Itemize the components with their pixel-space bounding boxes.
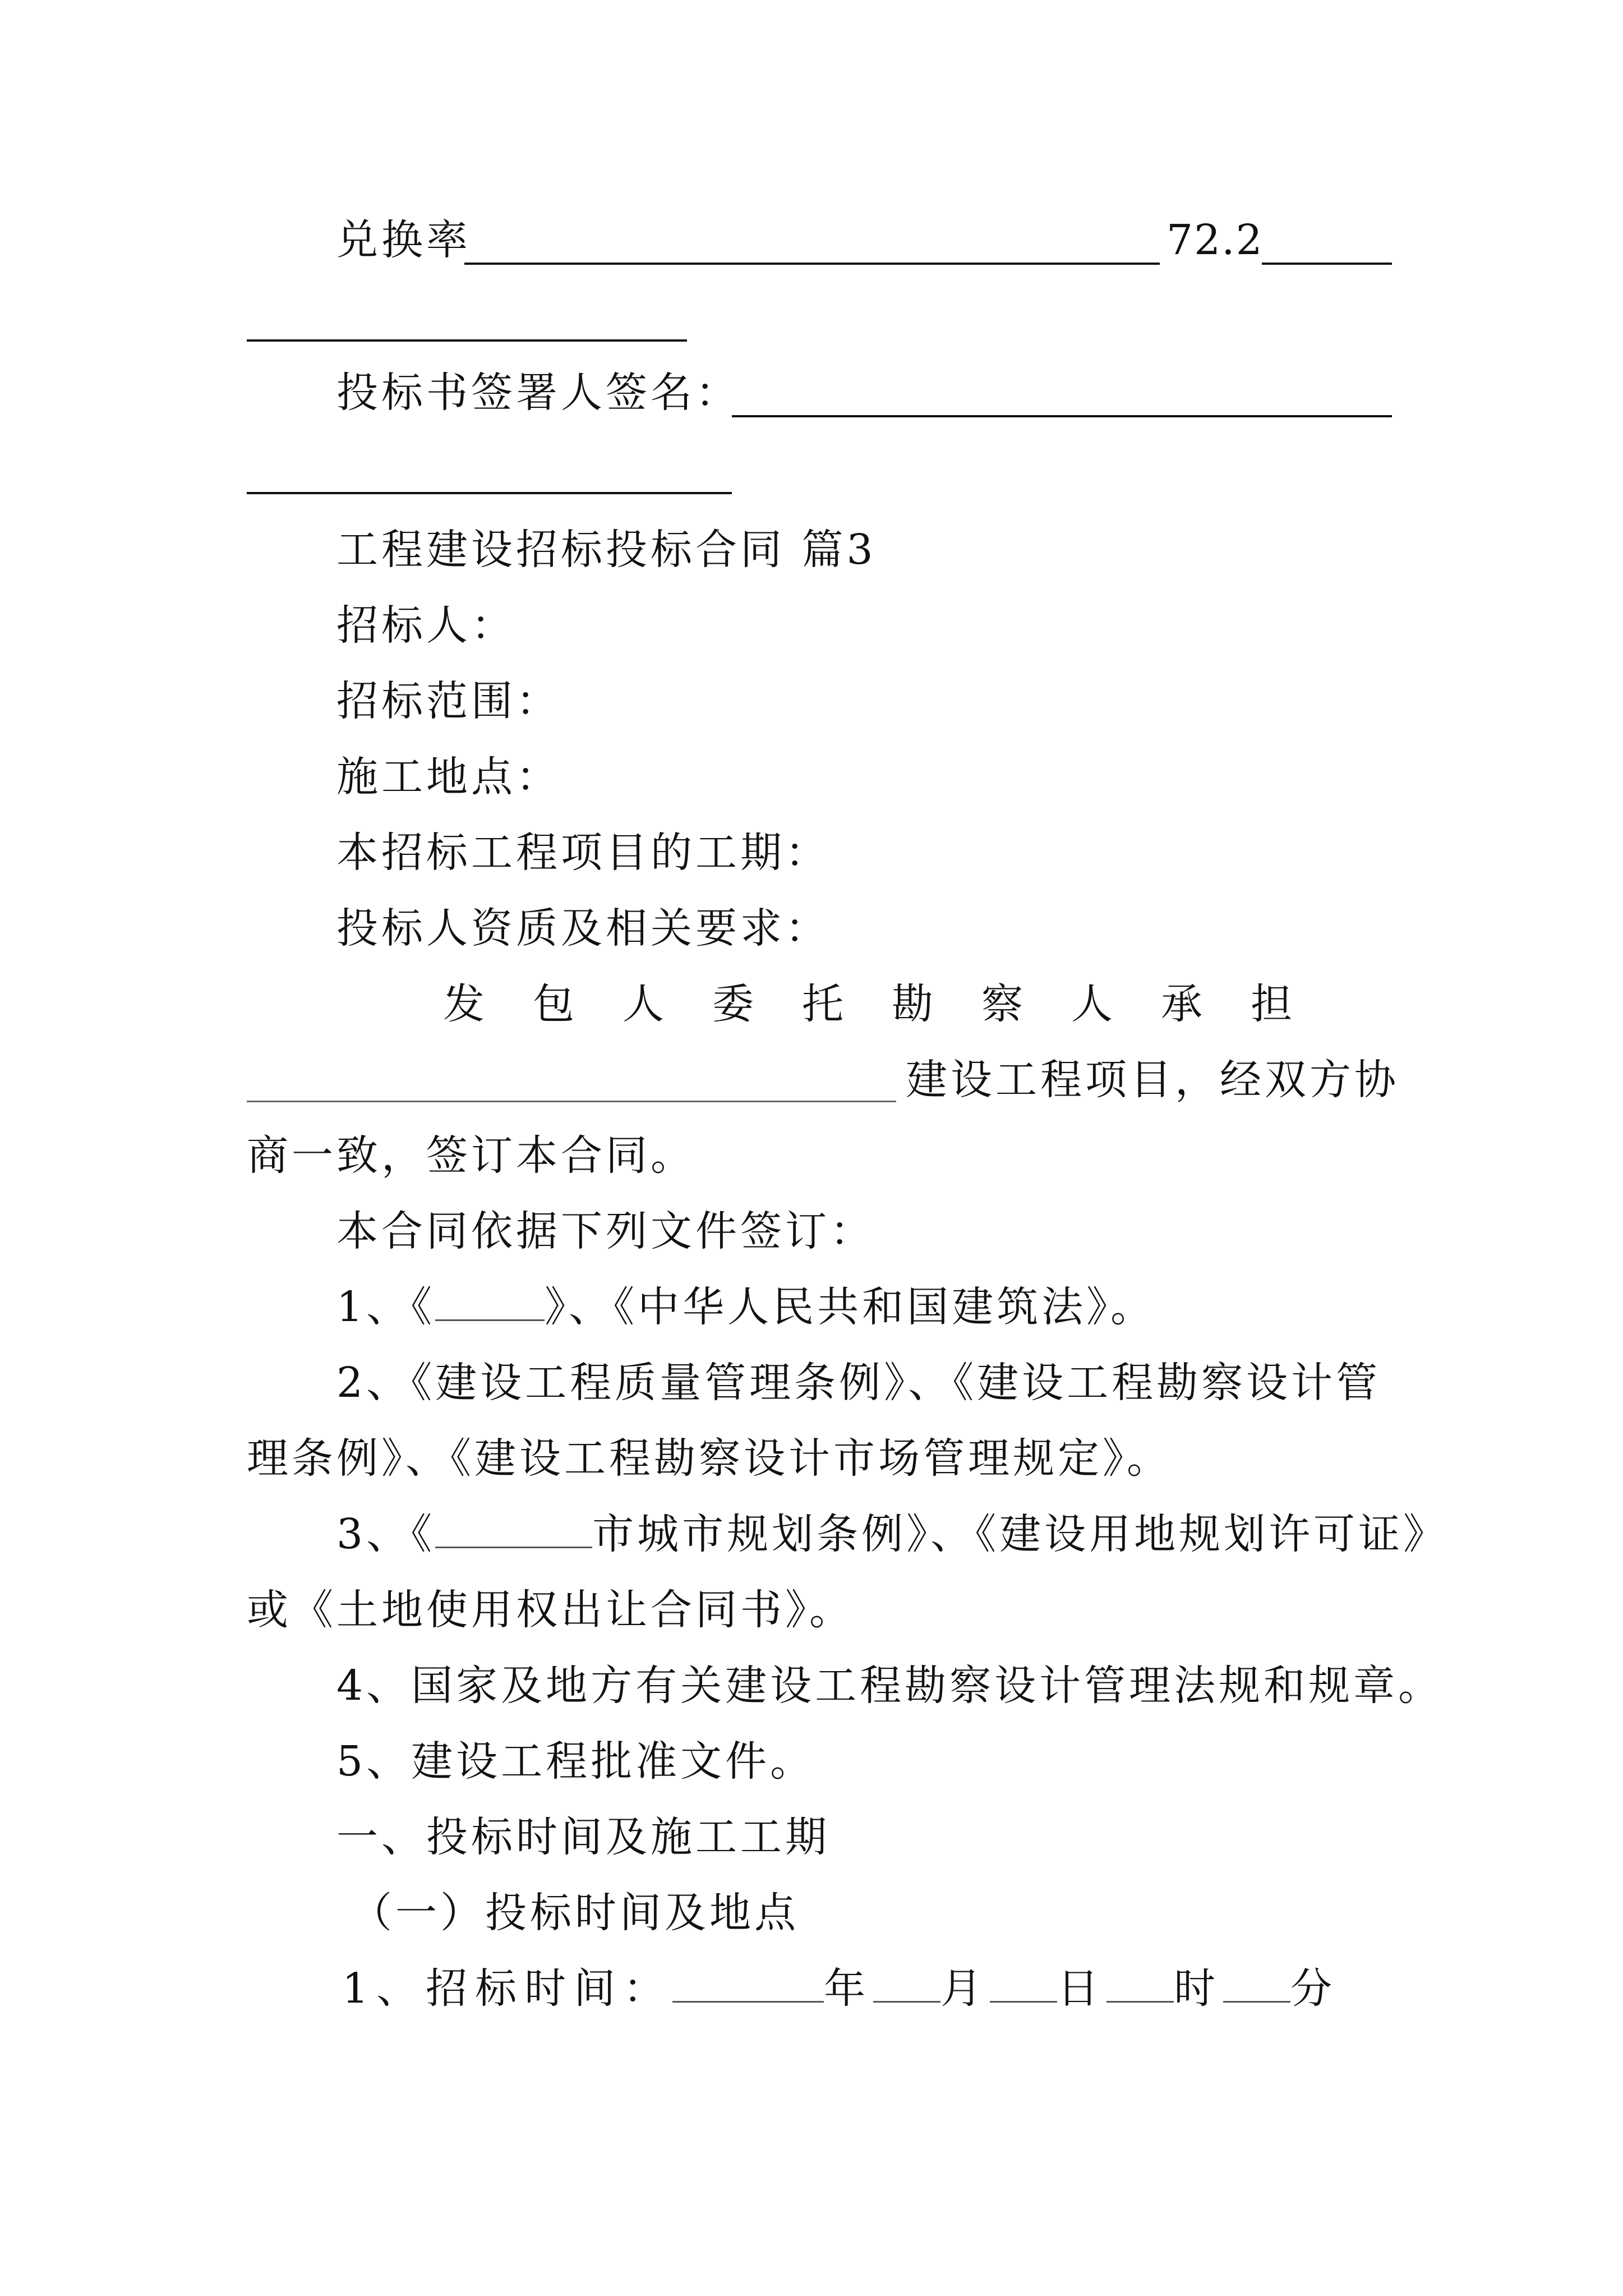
qualification-line: 投标人资质及相关要求： [336, 904, 830, 953]
tenderer-line: 招标人： [336, 601, 516, 650]
item-1 [336, 1282, 1155, 1332]
item-3-line-1 [336, 1509, 1448, 1559]
exchange-rate-underline-end [1262, 263, 1392, 265]
tender-time-line [342, 1963, 1340, 2014]
duration-line: 本招标工程项目的工期： [336, 829, 830, 877]
signer-label: 投标书签署人签名： [336, 369, 740, 417]
exchange-rate-label: 兑换率 [336, 216, 471, 264]
signer-underline-continued [247, 492, 732, 494]
scope-line: 招标范围： [336, 677, 561, 725]
entrust-tail: 建设工程项目，经双方协 [906, 1056, 1399, 1104]
item-3-line-2: 或《土地使用权出让合同书》。 [247, 1586, 854, 1634]
item-2-line-1: 2、《建设工程质量管理条例》、《建设工程勘察设计管 [336, 1359, 1381, 1407]
day-blank [990, 1966, 1057, 2003]
day-label: 日 [1057, 1964, 1107, 2013]
site-line: 施工地点： [336, 753, 561, 801]
hour-blank [1106, 1966, 1174, 2003]
exchange-rate-underline-continued [247, 339, 687, 342]
signer-underline [732, 415, 1392, 417]
item-3-end: 市城市规划条例》、《建设用地规划许可证》 [592, 1510, 1449, 1558]
minute-label: 分 [1290, 1964, 1340, 2013]
tender-time-label: 1、招标时间： [342, 1964, 673, 2013]
item-1-end: 》、《中华人民共和国建筑法》。 [545, 1283, 1156, 1331]
month-blank [873, 1966, 940, 2003]
item-3-blank [435, 1512, 592, 1548]
exchange-rate-value: 72.2 [1166, 216, 1264, 264]
item-1-start: 1、《 [336, 1283, 436, 1331]
year-label: 年 [824, 1964, 874, 2013]
project-name-blank [247, 1101, 896, 1102]
item-1-blank [435, 1285, 545, 1321]
section-title: 工程建设招标投标合同 篇3 [336, 526, 877, 574]
heading-1: 一、投标时间及施工工期 [336, 1813, 830, 1861]
minute-blank [1223, 1966, 1290, 2003]
hour-label: 时 [1174, 1964, 1224, 2013]
item-2-line-2: 理条例》、《建设工程勘察设计市场管理规定》。 [247, 1434, 1172, 1483]
entrust-line: 发包人委托勘察人承担 [443, 980, 1340, 1028]
exchange-rate-underline [464, 263, 1160, 265]
item-4: 4、国家及地方有关建设工程勘察设计管理法规和规章。 [336, 1662, 1444, 1710]
item-3-start: 3、《 [336, 1510, 436, 1558]
basis-line: 本合同依据下列文件签订： [336, 1207, 875, 1255]
heading-1-1: （一）投标时间及地点 [351, 1889, 799, 1937]
month-label: 月 [940, 1964, 990, 2013]
item-5: 5、建设工程批准文件。 [336, 1737, 815, 1786]
year-blank [672, 1966, 824, 2003]
entrust-end: 商一致，签订本合同。 [247, 1131, 695, 1180]
